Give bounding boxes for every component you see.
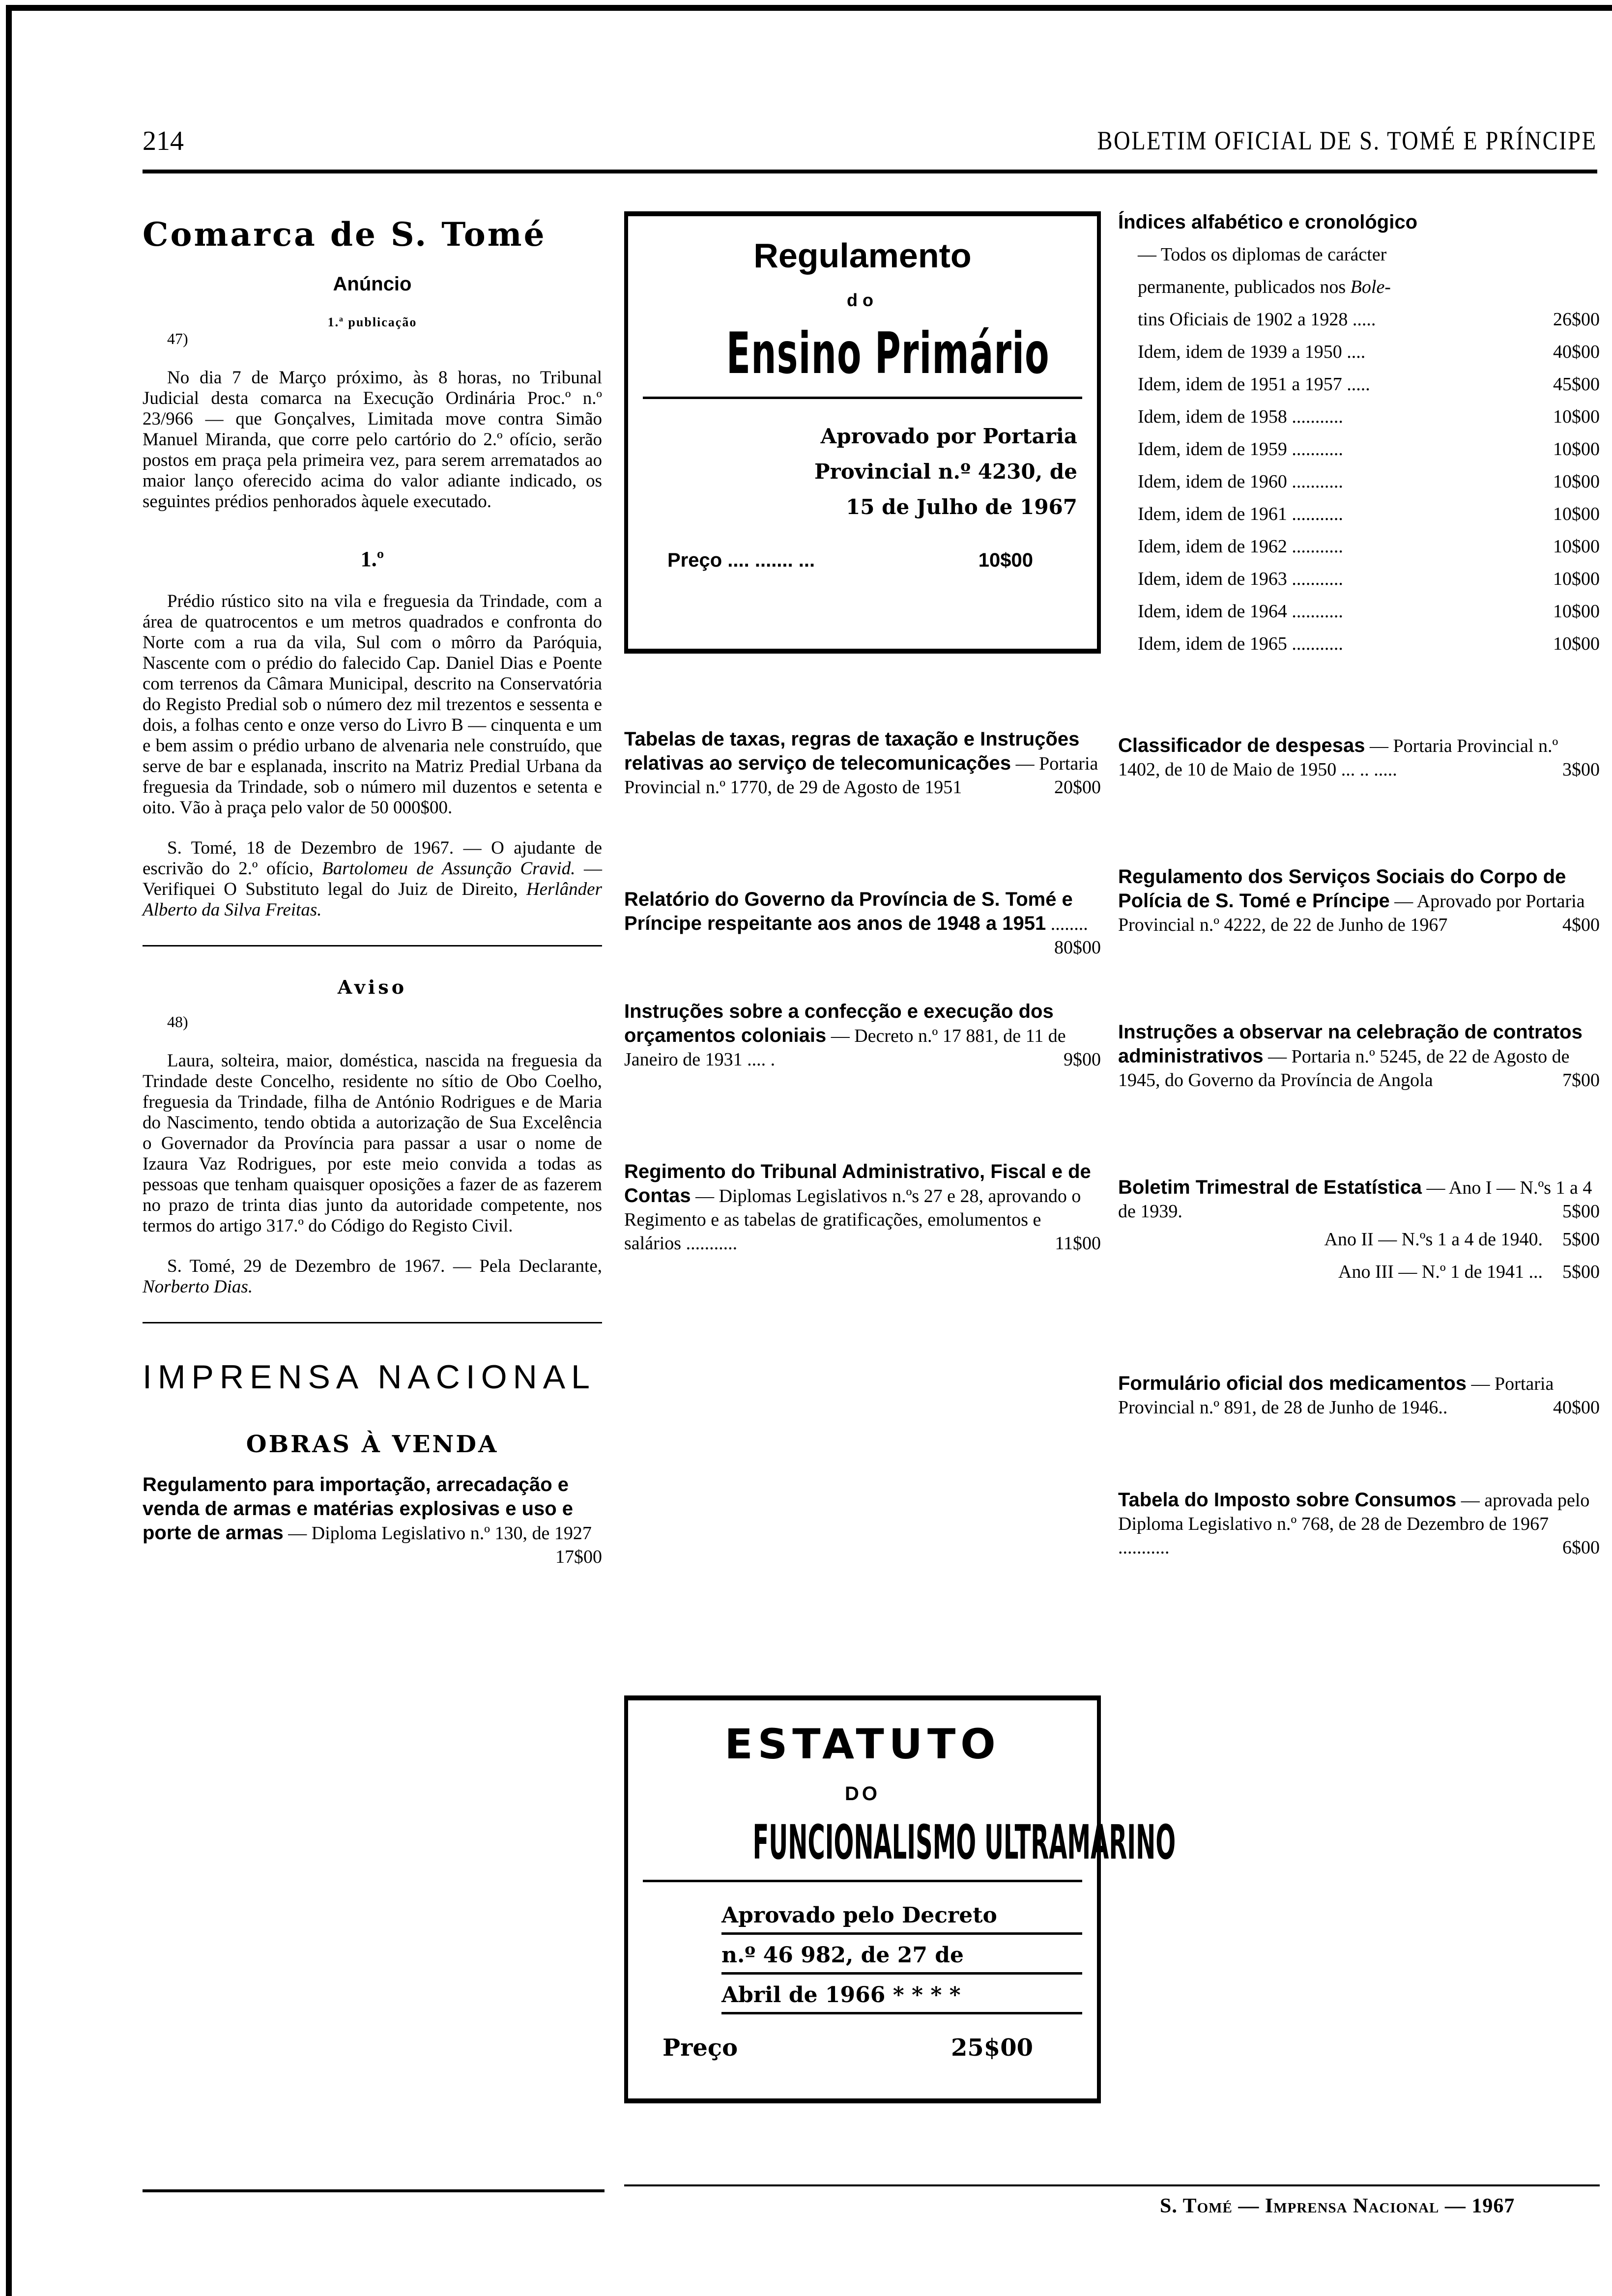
catalog-item-title: Regimento do Tribunal Administrativo, Fiscal e de Contas [624, 1161, 1091, 1206]
index-row-price: 10$00 [1553, 439, 1600, 459]
catalog-item-title: Regulamento para importação, arrecadação e venda de armas e matérias explosivas e uso e porte de armas [143, 1474, 574, 1544]
catalog-item [624, 1160, 1101, 1255]
catalog-item [624, 888, 1101, 958]
catalog-item-price: 7$00 [1562, 1070, 1600, 1091]
catalog-item-price: 17$00 [555, 1547, 602, 1567]
ad-approval [643, 419, 1082, 525]
section-divider [143, 945, 602, 947]
index-row-label: Idem, idem de 1939 a 1950 .... [1138, 342, 1366, 362]
item-description: Prédio rústico sito na vila e freguesia da Trindade, com a área de quatrocentos e um metros quadrados e confronta do Norte com a rua da vila, Sul com o môrro da Paróquia, Nascente com o prédio do falecido Cap. Daniel Dias e Poente com terrenos da Câmara Municipal, descrito na Conservatória do Registo Predial sob o número dez mil trezentos e sessenta e dois, a folhas cento e onze verso do Livro B — cinquenta e um e bem assim o prédio urbano de alvenaria nele construído, que serve de bar e esplanada, inscrito na Matriz Predial Urbana da freguesia da Trindade, sob o número mil duzentos e setenta e oito. Vão à praça pelo valor de 50 000$00. [143, 591, 602, 818]
catalog-item-detail: — Portaria Provincial n.º 1770, de 29 de Agosto de 1951 [624, 753, 1098, 798]
index-row [1118, 336, 1600, 368]
ad-approval [643, 1902, 1082, 2014]
index-row-price: 26$00 [1553, 309, 1600, 330]
index-row-label: Idem, idem de 1959 ........... [1138, 439, 1343, 459]
aviso-signature-name: Norberto Dias. [143, 1277, 253, 1297]
catalog-item [1118, 865, 1600, 937]
index-row-label: tins Oficiais de 1902 a 1928 ..... [1138, 309, 1376, 330]
catalog-item-detail: ........ [1050, 914, 1088, 934]
catalog-item-price: 5$00 [1562, 1201, 1600, 1222]
left-column [143, 211, 602, 1569]
index-row-label: Idem, idem de 1964 ........... [1138, 601, 1343, 622]
catalog-item [1118, 1020, 1600, 1092]
ad-main-title: Ensino Primário [726, 320, 1050, 387]
index-row [1118, 465, 1600, 498]
index-row [1118, 303, 1600, 336]
catalog-item-title: Instruções sobre a confecção e execução dos orçamentos coloniais [624, 1001, 1054, 1046]
catalog-item [624, 1000, 1101, 1071]
catalog-item-title: Relatório do Governo da Província de S. Tomé e Príncipe respeitante aos anos de 1948 a 1951 [624, 889, 1073, 934]
bottom-rule [143, 2189, 604, 2192]
catalog-item [624, 727, 1101, 799]
ad-approval-line: Aprovado pelo Decreto [721, 1902, 1082, 1935]
index-row-price: 10$00 [1553, 504, 1600, 524]
catalog-item-title: Tabela do Imposto sobre Consumos [1118, 1489, 1457, 1511]
catalog-item-price: 4$00 [1562, 915, 1600, 935]
catalog-list [624, 727, 1101, 1255]
ad-approval-line: n.º 46 982, de 27 de [721, 1942, 1082, 1975]
index-row-price: 45$00 [1553, 374, 1600, 395]
signature-mid: — Verifiquei O Substituto legal do Juiz de Direito, [143, 859, 603, 899]
page-border-top [6, 5, 1612, 11]
catalog-item-title: Boletim Trimestral de Estatística [1118, 1177, 1422, 1198]
signature-name-clerk: Bartolomeu de Assunção Cravid. [322, 859, 576, 879]
index-row-label: Idem, idem de 1962 ........... [1138, 536, 1343, 557]
index-row-label: Idem, idem de 1961 ........... [1138, 504, 1343, 524]
section-divider [143, 1322, 602, 1323]
sub-price-row [1118, 1256, 1600, 1288]
announcement-intro: No dia 7 de Março próximo, às 8 horas, no Tribunal Judicial desta comarca na Execução Ordinária Proc.º n.º 23/966 — que Gonçalves, Limitada move contra Simão Manuel Miranda, que corre pelo cartório do 2.º ofício, serão postos em praça pela primeira vez, para serem arrematados ao maior lanço oferecido acima do valor adiante indicado, os seguintes prédios penhorados àquele executado. [143, 368, 602, 512]
ad-main-title: FUNCIONALISMO ULTRAMARINO [752, 1815, 1176, 1870]
index-row-price: 10$00 [1553, 601, 1600, 622]
index-row-price: 10$00 [1553, 536, 1600, 557]
sub-price-value: 5$00 [1562, 1229, 1600, 1250]
right-column [1118, 211, 1600, 1559]
catalog-item-detail: — aprovada pelo Diploma Legislativo n.º 768, de 28 de Dezembro de 1967 ........... [1118, 1490, 1590, 1558]
aviso-number: 48) [167, 1013, 188, 1031]
index-row-label: Idem, idem de 1958 ........... [1138, 406, 1343, 427]
catalog-item-price: 80$00 [1054, 937, 1101, 958]
item-number: 1.º [360, 547, 384, 571]
index-row [1118, 628, 1600, 660]
catalog-item [1118, 1488, 1600, 1559]
catalog-item-detail: — Portaria Provincial n.º 891, de 28 de Junho de 1946.. [1118, 1374, 1554, 1418]
catalog-item-price: 20$00 [1054, 777, 1101, 798]
catalog-item-detail: — Diplomas Legislativos n.ºs 27 e 28, aprovando o Regimento e as tabelas de gratificações, emolumentos e salários ........... [624, 1186, 1081, 1254]
colophon-rule [624, 2184, 1600, 2186]
ad-approval-line: Aprovado por Portaria [820, 424, 1077, 448]
publication-label: 1.ª publicação [327, 315, 417, 329]
ad-rule [643, 397, 1082, 399]
index-row-price: 40$00 [1553, 342, 1600, 362]
ad-rule [643, 1880, 1082, 1882]
running-head [143, 125, 1597, 165]
catalog-item-price: 11$00 [1055, 1233, 1101, 1254]
index-row [1118, 530, 1600, 563]
index-intro: — Todos os diplomas de carácter permanente, publicados nos Bole- [1138, 244, 1391, 297]
index-row [1118, 498, 1600, 530]
catalog-item-title: Regulamento dos Serviços Sociais do Corpo de Polícia de S. Tomé e Príncipe [1118, 866, 1566, 912]
aviso-signature [143, 1256, 602, 1297]
ad-price-row [643, 549, 1082, 572]
aviso-title: Aviso [337, 976, 407, 998]
ad-approval-line: Abril de 1966 * * * * [721, 1981, 1082, 2014]
index-row-label: Idem, idem de 1963 ........... [1138, 569, 1343, 589]
middle-column [624, 211, 1176, 2062]
index-row [1118, 433, 1600, 465]
ad-approval-line: 15 de Julho de 1967 [846, 495, 1077, 519]
catalog-item-detail: — Portaria n.º 5245, de 22 de Agosto de 1945, do Governo da Província de Angola [1118, 1046, 1570, 1091]
index-row [1118, 563, 1600, 595]
catalog-item-price: 6$00 [1562, 1537, 1600, 1558]
index-title: Índices alfabético e cronológico [1118, 211, 1418, 233]
catalog-item [143, 1473, 602, 1567]
announcement-number: 47) [167, 330, 188, 347]
aviso-text: Laura, solteira, maior, doméstica, nascida na freguesia da Trindade deste Concelho, residente no sítio de Obo Coelho, freguesia da Trindade, filha de António Rodrigues e de Maria do Nascimento, tendo obtida a autorização de Sua Excelência o Governador da Província para passar a usar o nome de Izaura Vaz Rodrigues, por este meio convida a todas as pessoas que tenham quaisquer oposições a fazer de as fazerem no prazo de trinta dias junto da autoridade competente, nos termos do artigo 317.º do Código do Registo Civil. [143, 1051, 602, 1236]
page-number: 214 [143, 126, 184, 156]
catalog-item-detail: — Ano I — N.ºs 1 a 4 de 1939. [1118, 1177, 1592, 1222]
announcement-title: Anúncio [333, 273, 412, 295]
catalog-item-detail: — Aprovado por Portaria Provincial n.º 4222, de 22 de Junho de 1967 [1118, 891, 1585, 935]
catalog-item [1118, 1176, 1600, 1288]
catalog-item-title: Tabelas de taxas, regras de taxação e Instruções relativas ao serviço de telecomunicações [624, 728, 1080, 774]
index-row [1118, 595, 1600, 628]
ad-title: Regulamento [753, 236, 972, 275]
ad-estatuto-funcionalismo [624, 1695, 1176, 2103]
catalog-item [1118, 734, 1600, 781]
catalog-item-price: 40$00 [1553, 1397, 1600, 1418]
ad-price-row [643, 2034, 1082, 2062]
ad-title: ESTATUTO [724, 1720, 1001, 1768]
ad-approval-line: Provincial n.º 4230, de [814, 459, 1077, 484]
aviso-signature-prefix: S. Tomé, 29 de Dezembro de 1967. — Pela Declarante, [167, 1256, 602, 1276]
ad-do: do [847, 290, 878, 310]
catalog-item-detail: — Decreto n.º 17 881, de 11 de Janeiro de 1931 .... . [624, 1026, 1066, 1070]
index-row-label: Idem, idem de 1960 ........... [1138, 471, 1343, 492]
catalog-item-price: 9$00 [1064, 1049, 1101, 1070]
index-row-label: Idem, idem de 1965 ........... [1138, 633, 1343, 654]
ad-price-label: Preço [662, 2034, 738, 2062]
index-row-price: 10$00 [1553, 406, 1600, 427]
index-row-label: Idem, idem de 1951 a 1957 ..... [1138, 374, 1370, 395]
index-row-price: 10$00 [1553, 569, 1600, 589]
page-border-left [6, 5, 12, 2296]
sub-price-value: 5$00 [1562, 1262, 1600, 1282]
index-row [1118, 368, 1600, 401]
catalog-item-price: 3$00 [1562, 759, 1600, 780]
index-row [1118, 401, 1600, 433]
index-row-price: 10$00 [1553, 633, 1600, 654]
signature-prefix: S. Tomé, 18 de Dezembro de 1967. — O ajudante de escrivão do 2.º ofício, [143, 838, 602, 879]
sub-price-label: Ano II — N.ºs 1 a 4 de 1940. [1324, 1229, 1543, 1250]
ad-do: DO [845, 1783, 880, 1805]
obras-a-venda-heading: OBRAS À VENDA [246, 1431, 499, 1458]
sub-price-row [1118, 1223, 1600, 1256]
index-row-price: 10$00 [1553, 471, 1600, 492]
announcement-signature [143, 838, 602, 920]
ad-price-label: Preço .... ....... ... [667, 549, 815, 571]
imprensa-nacional-heading: IMPRENSA NACIONAL [143, 1358, 596, 1396]
journal-title: BOLETIM OFICIAL DE S. TOMÉ E PRÍNCIPE [1097, 126, 1597, 155]
catalog-item-detail: — Diploma Legislativo n.º 130, de 1927 [288, 1523, 592, 1544]
index-price-list [1118, 303, 1600, 660]
ad-price-value: 10$00 [978, 549, 1033, 571]
catalog-item-title: Formulário oficial dos medicamentos [1118, 1373, 1467, 1394]
colophon: S. Tomé — Imprensa Nacional — 1967 [1160, 2195, 1515, 2217]
section-title: Comarca de S. Tomé [143, 215, 547, 254]
signature-name-judge: Herlânder Alberto da Silva Freitas. [143, 879, 602, 920]
catalog-item-title: Instruções a observar na celebração de contratos administrativos [1118, 1021, 1583, 1067]
sub-price-label: Ano III — N.º 1 de 1941 ... [1338, 1262, 1543, 1282]
catalog-item [1118, 1372, 1600, 1419]
ad-ensino-primario [624, 211, 1101, 654]
ad-price-value: 25$00 [951, 2034, 1033, 2062]
header-rule [143, 170, 1597, 173]
catalog-item-title: Classificador de despesas [1118, 735, 1365, 756]
catalog-item-detail: — Portaria Provincial n.º 1402, de 10 de Maio de 1950 ... .. ..... [1118, 736, 1558, 780]
